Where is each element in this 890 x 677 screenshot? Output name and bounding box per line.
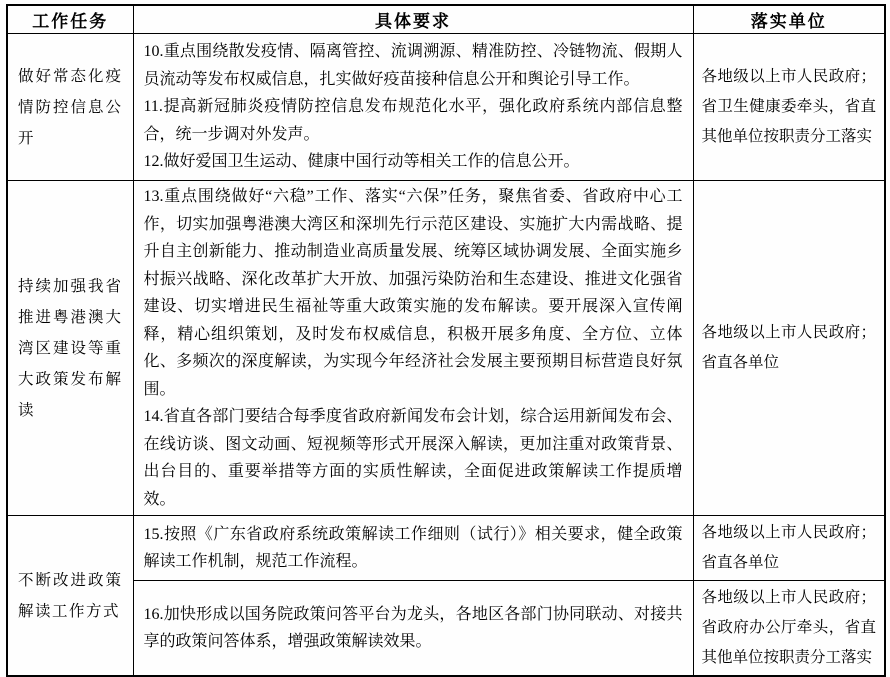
unit-cell: 各地级以上市人民政府；省政府办公厅牵头，省直其他单位按职责分工落实 [693,581,885,677]
requirement-item: 16.加快形成以国务院政策问答平台为龙头，各地区各部门协同联动、对接共享的政策问答体系，增强政策解读效果。 [143,605,683,650]
requirement-item: 15.按照《广东省政府系统政策解读工作细则（试行）》相关要求，健全政策解读工作机制，规范工作流程。 [143,525,683,570]
header-row [7,5,885,34]
unit-cell: 各地级以上市人民政府；省直各单位 [693,516,885,581]
requirements-cell [133,34,693,181]
requirement-item: 13.重点围绕做好“六稳”工作、落实“六保”任务，聚焦省委、省政府中心工作，切实加强粤港澳大湾区和深圳先行示范区建设、实施扩大内需战略、提升自主创新能力、推动制造业高质量发展、统筹区域协调发展、全面实施乡村振兴战略、深化改革扩大开放、加强污染防治和生态建设、推进文化强省建设、切实增进民生福祉等重大政策实施的发布解读。要开展深入宣传阐释，精心组织策划，及时发布权威信息，积极开展多角度、全方位、立体化、多频次的深度解读，为实现今年经济社会发展主要预期目标营造良好氛围。 [143,188,683,398]
table-row [7,516,885,581]
task-table [6,4,886,677]
requirement-item: 10.重点围绕散发疫情、隔离管控、流调溯源、精准防控、冷链物流、假期人员流动等发布权威信息，扎实做好疫苗接种信息公开和舆论引导工作。 [143,43,683,88]
requirements-cell [133,181,693,516]
header-requirements: 具体要求 [133,5,693,34]
unit-cell: 各地级以上市人民政府；省卫生健康委牵头，省直其他单位按职责分工落实 [693,34,885,181]
requirements-cell [133,581,693,677]
header-unit: 落实单位 [693,5,885,34]
task-cell: 不断改进政策解读工作方式 [7,516,133,677]
requirement-item: 12.做好爱国卫生运动、健康中国行动等相关工作的信息公开。 [143,153,580,171]
table-row [7,581,885,677]
table-row [7,34,885,181]
header-task: 工作任务 [7,5,133,34]
task-cell: 持续加强我省推进粤港澳大湾区建设等重大政策发布解读 [7,181,133,516]
unit-cell: 各地级以上市人民政府；省直各单位 [693,181,885,516]
table-row [7,181,885,516]
requirement-item: 11.提高新冠肺炎疫情防控信息发布规范化水平，强化政府系统内部信息整合，统一步调对外发声。 [143,98,683,143]
requirements-cell [133,516,693,581]
requirement-item: 14.省直各部门要结合每季度省政府新闻发布会计划，综合运用新闻发布会、在线访谈、图文动画、短视频等形式开展深入解读，更加注重对政策背景、出台目的、重要举措等方面的实质性解读，全面促进政策解读工作提质增效。 [143,408,683,508]
task-cell: 做好常态化疫情防控信息公开 [7,34,133,181]
